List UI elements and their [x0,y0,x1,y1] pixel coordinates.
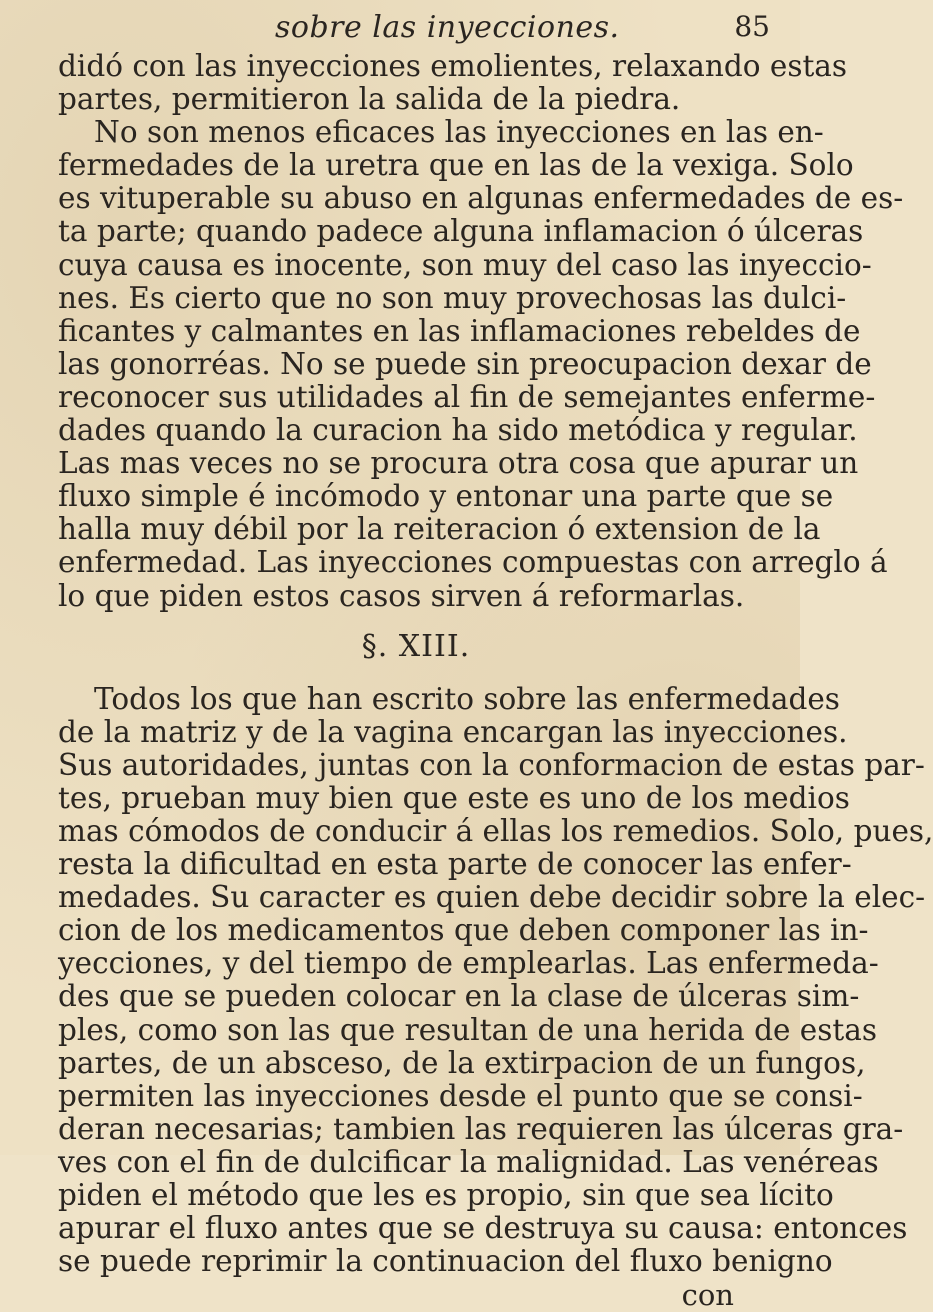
catchword-line [58,1278,774,1311]
paragraph-1 [58,49,848,117]
text-line: fluxo simple é incómodo y entonar una parte que se [58,479,834,514]
text-line: de la matriz y de la vagina encargan las inyecciones. [58,714,848,749]
text-line: medades. Su caracter es quien debe decidir sobre la elec- [58,880,926,915]
page-number: 85 [734,10,770,43]
text-line: cion de los medicamentos que deben componer las in- [58,913,869,948]
text-line: enfermedad. Las inyecciones compuestas con arreglo á [58,545,888,580]
text-line: resta la dificultad en esta parte de conocer las enfer- [58,847,852,882]
text-line: mas cómodos de conducir á ellas los remedios. Solo, pues, [58,813,933,848]
text-line: ta parte; quando padece alguna inflamacion ó úlceras [58,214,864,249]
text-line: Las mas veces no se procura otra cosa que apurar un [58,446,859,481]
paragraph-2 [58,115,904,613]
text-line: Sus autoridades, juntas con la conformacion de estas par- [58,747,925,782]
text-line: se puede reprimir la continuacion del fluxo benigno [58,1244,833,1279]
text-line: No son menos eficaces las inyecciones en las en- [94,115,824,150]
page-header [60,10,770,50]
text-line: partes, de un absceso, de la extirpacion de un fungos, [58,1045,866,1080]
text-line: Todos los que han escrito sobre las enfermedades [94,681,840,716]
running-head: sobre las inyecciones. [275,10,620,45]
body-text [58,49,933,1312]
text-line: permiten las inyecciones desde el punto que se consi- [58,1078,863,1113]
text-line: las gonorréas. No se puede sin preocupacion dexar de [58,346,872,381]
text-line: cuya causa es inocente, son muy del caso las inyeccio- [58,247,872,282]
text-line: reconocer sus utilidades al fin de semejantes enferme- [58,379,876,414]
paragraph-3 [58,681,933,1279]
text-line: partes, permitieron la salida de la piedra. [58,82,681,117]
text-line: ficantes y calmantes en las inflamaciones rebeldes de [58,313,861,348]
text-line: des que se pueden colocar en la clase de úlceras sim- [58,979,860,1014]
text-line: deran necesarias; tambien las requieren las úlceras gra- [58,1111,904,1146]
catchword: con [681,1278,734,1312]
text-line: ples, como son las que resultan de una herida de estas [58,1012,877,1047]
section-heading: §. XIII. [361,628,471,664]
text-line: lo que piden estos casos sirven á reformarlas. [58,578,745,613]
text-line: apurar el fluxo antes que se destruya su causa: entonces [58,1211,908,1246]
text-line: didó con las inyecciones emolientes, relaxando estas [58,49,848,83]
text-line: halla muy débil por la reiteracion ó extension de la [58,512,821,547]
text-line: tes, prueban muy bien que este es uno de los medios [58,780,850,815]
text-line: es vituperable su abuso en algunas enfermedades de es- [58,181,904,216]
text-line: yecciones, y del tiempo de emplearlas. Las enfermeda- [58,946,879,981]
text-line: fermedades de la uretra que en las de la vexiga. Solo [58,148,854,183]
text-line: piden el método que les es propio, sin que sea lícito [58,1178,834,1212]
text-line: nes. Es cierto que no son muy provechosas las dulci- [58,280,847,315]
text-line: dades quando la curacion ha sido metódica y regular. [58,413,858,448]
text-line: ves con el fin de dulcificar la malignidad. Las venéreas [58,1144,879,1179]
